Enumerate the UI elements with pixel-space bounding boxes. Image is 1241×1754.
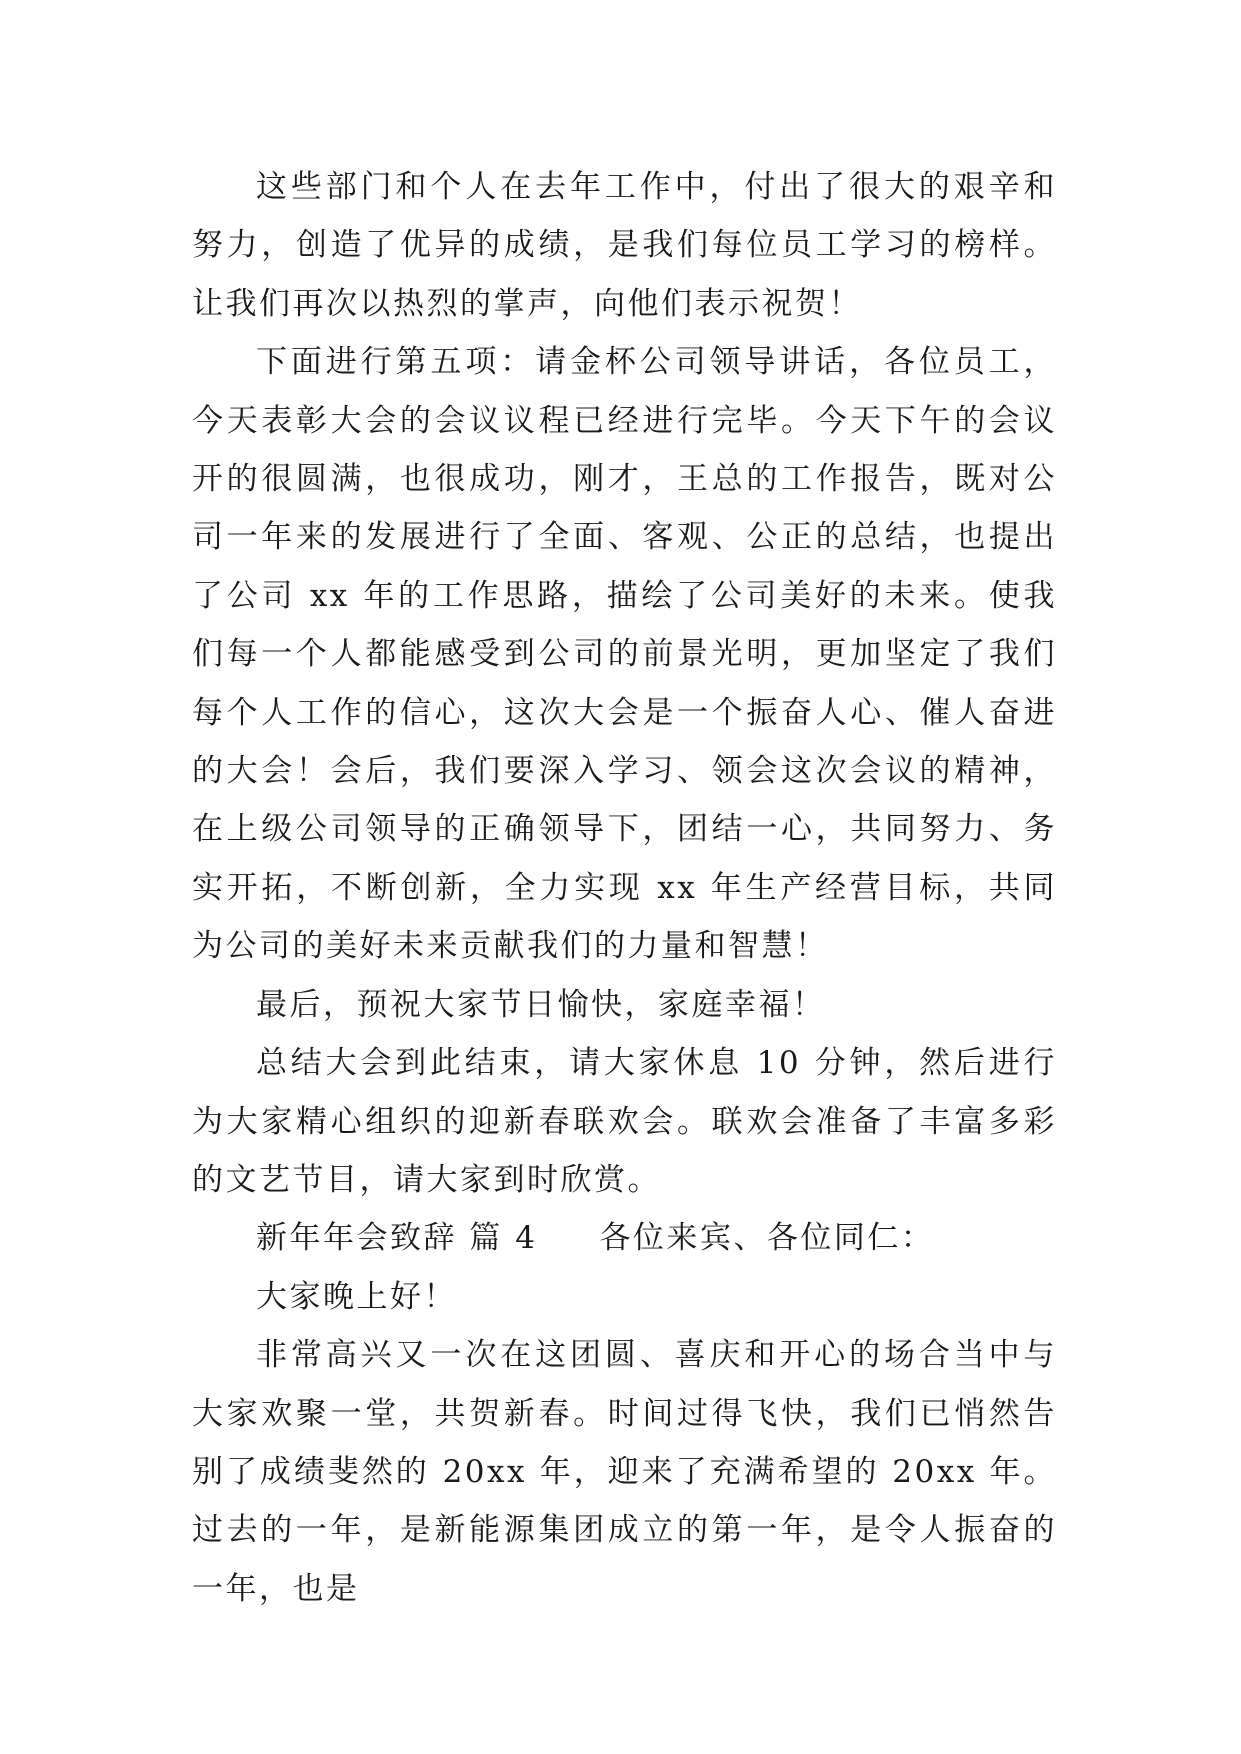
- paragraph-4: 总结大会到此结束，请大家休息 10 分钟，然后进行为大家精心组织的迎新春联欢会。联欢会准备了丰富多彩的文艺节目，请大家到时欣赏。: [192, 1045, 1057, 1198]
- section-title: 新年年会致辞 篇 4: [256, 1220, 538, 1257]
- paragraph-1: 这些部门和个人在去年工作中，付出了很大的艰辛和努力，创造了优异的成绩，是我们每位员工学习的榜样。让我们再次以热烈的掌声，向他们表示祝贺！: [192, 169, 1057, 322]
- paragraph-6: 非常高兴又一次在这团圆、喜庆和开心的场合当中与大家欢聚一堂，共贺新春。时间过得飞快，我们已悄然告别了成绩斐然的 20xx 年，迎来了充满希望的 20xx 年。过去的一年，是新能源集团成立的第一年，是令人振奋的一年，也是: [192, 1337, 1057, 1607]
- section-greeting: 各位来宾、各位同仁：: [599, 1220, 935, 1257]
- paragraph-2: 下面进行第五项：请金杯公司领导讲话，各位员工，今天表彰大会的会议议程已经进行完毕。今天下午的会议开的很圆满，也很成功，刚才，王总的工作报告，既对公司一年来的发展进行了全面、客观、公正的总结，也提出了公司 xx 年的工作思路，描绘了公司美好的未来。使我们每一个人都能感受到公司的前景光明，更加坚定了我们每个人工作的信心，这次大会是一个振奋人心、催人奋进的大会！会后，我们要深入学习、领会这次会议的精神，在上级公司领导的正确领导下，团结一心，共同努力、务实开拓，不断创新，全力实现 xx 年生产经营目标，共同为公司的美好未来贡献我们的力量和智慧！: [192, 344, 1057, 965]
- section-heading: [192, 1209, 1057, 1267]
- paragraph-5: 大家晚上好！: [256, 1278, 457, 1315]
- document-page: [192, 158, 1057, 1618]
- paragraph-3: 最后，预祝大家节日愉快，家庭幸福！: [256, 986, 826, 1023]
